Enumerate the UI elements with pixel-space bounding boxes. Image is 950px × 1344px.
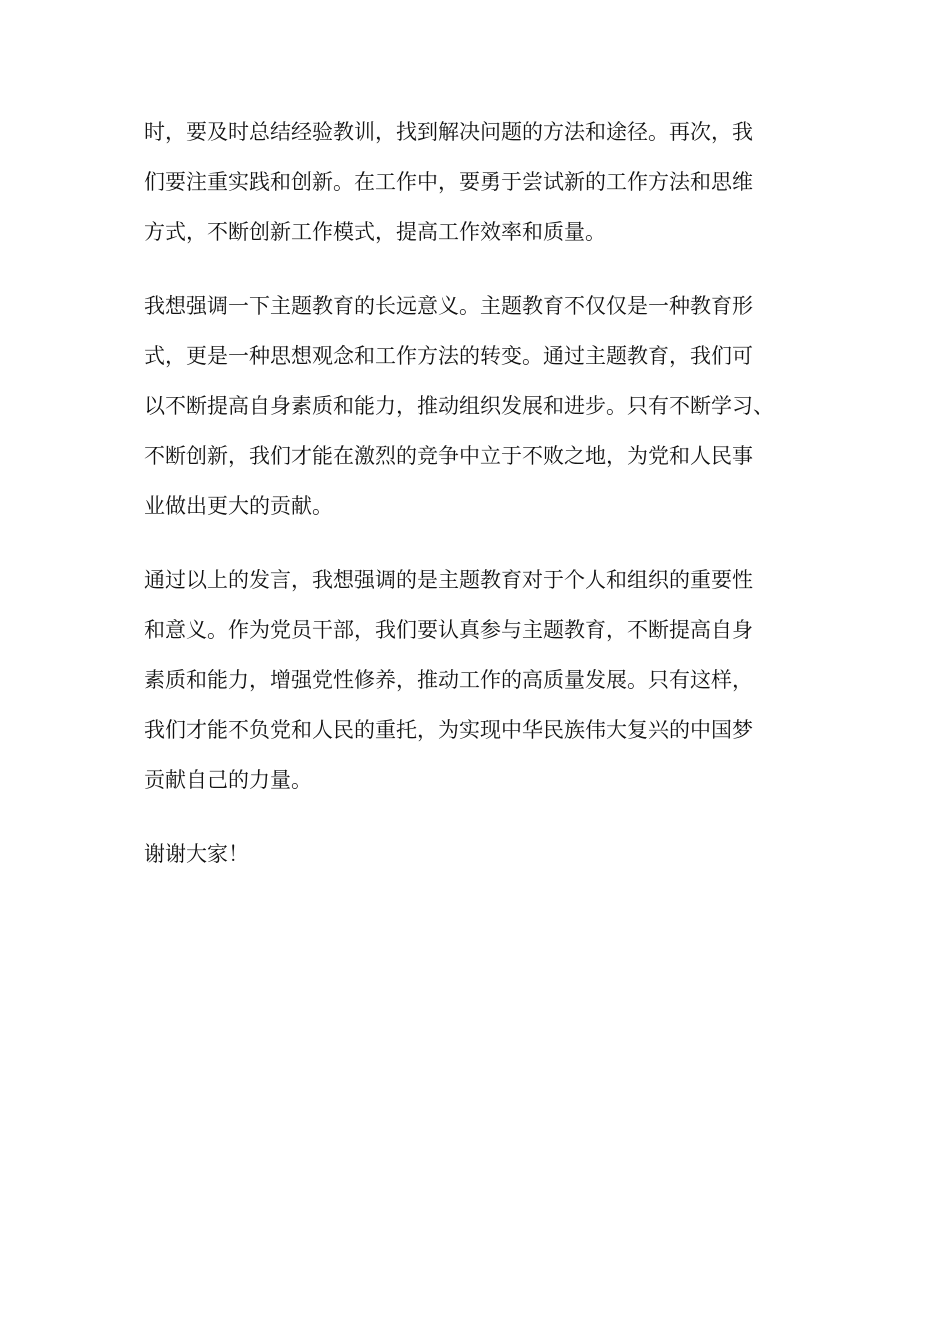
- text-line: 通过以上的发言，我想强调的是主题教育对于个人和组织的重要性: [144, 568, 753, 592]
- paragraph-3: [144, 555, 814, 805]
- closing-line: 谢谢大家！: [144, 842, 249, 866]
- text-line: 以不断提高自身素质和能力，推动组织发展和进步。只有不断学习、: [144, 394, 774, 418]
- text-line: 和意义。作为党员干部，我们要认真参与主题教育，不断提高自身: [144, 618, 753, 642]
- document-body: [144, 107, 814, 903]
- paragraph-1: [144, 107, 814, 257]
- text-line: 们要注重实践和创新。在工作中，要勇于尝试新的工作方法和思维: [144, 170, 753, 194]
- text-line: 业做出更大的贡献。: [144, 494, 333, 518]
- paragraph-closing: [144, 829, 814, 879]
- paragraph-2: [144, 281, 814, 531]
- text-line: 时，要及时总结经验教训，找到解决问题的方法和途径。再次，我: [144, 120, 753, 144]
- text-line: 素质和能力，增强党性修养，推动工作的高质量发展。只有这样，: [144, 668, 753, 692]
- text-line: 式，更是一种思想观念和工作方法的转变。通过主题教育，我们可: [144, 344, 753, 368]
- text-line: 不断创新，我们才能在激烈的竞争中立于不败之地，为党和人民事: [144, 444, 753, 468]
- text-line: 我们才能不负党和人民的重托，为实现中华民族伟大复兴的中国梦: [144, 718, 753, 742]
- text-line: 方式，不断创新工作模式，提高工作效率和质量。: [144, 220, 606, 244]
- text-line: 贡献自己的力量。: [144, 768, 312, 792]
- text-line: 我想强调一下主题教育的长远意义。主题教育不仅仅是一种教育形: [144, 294, 753, 318]
